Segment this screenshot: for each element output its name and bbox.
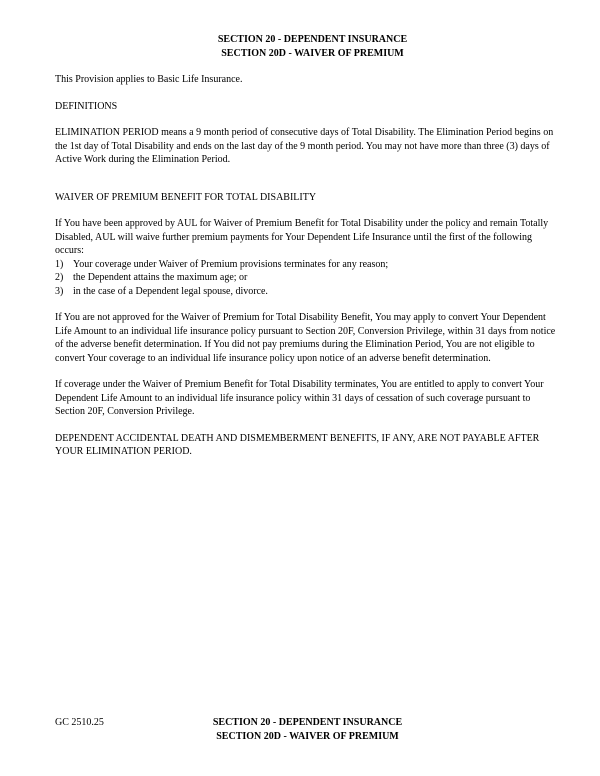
waiver-intro-paragraph: If You have been approved by AUL for Waiver of Premium Benefit for Total Disability under the policy and remain Totally Disabled, AUL will waive further premium payments for Your Dependent Life Insurance until the first of the following occurs: (55, 218, 549, 256)
add-benefits-paragraph: DEPENDENT ACCIDENTAL DEATH AND DISMEMBERMENT BENEFITS, IF ANY, ARE NOT PAYABLE AFTER YOUR ELIMINATION PERIOD. (55, 432, 540, 457)
list-item-text: the Dependent attains the maximum age; or (73, 272, 248, 283)
list-item-number: 2) (55, 272, 64, 283)
page-footer (0, 716, 600, 743)
page-header (65, 33, 560, 60)
termination-conditions-list (55, 258, 560, 299)
waiver-of-premium-heading: WAIVER OF PREMIUM BENEFIT FOR TOTAL DISABILITY (55, 191, 317, 203)
footer-doc-code: GC 2510.25 (55, 717, 104, 728)
list-item-number: 1) (55, 258, 64, 270)
header-section-title: SECTION 20 - DEPENDENT INSURANCE (217, 34, 408, 45)
list-item (55, 271, 560, 285)
provision-note: This Provision applies to Basic Life Insurance. (55, 74, 243, 85)
coverage-terminates-paragraph: If coverage under the Waiver of Premium Benefit for Total Disability terminates, You are entitled to apply to convert Your Dependent Life Amount to an individual life insurance policy within 31 days of cessation of such coverage pursuant to Section 20F, Conversion Privilege. (55, 379, 544, 417)
footer-subsection-title: SECTION 20D - WAIVER OF PREMIUM (216, 730, 399, 742)
list-item-text: Your coverage under Waiver of Premium provisions terminates for any reason; (73, 258, 389, 270)
list-item-text: in the case of a Dependent legal spouse, divorce. (73, 285, 268, 297)
list-item-number: 3) (55, 285, 64, 297)
header-subsection-title: SECTION 20D - WAIVER OF PREMIUM (221, 47, 404, 59)
definitions-heading: DEFINITIONS (55, 100, 118, 112)
list-item (55, 285, 560, 299)
elimination-period-paragraph: ELIMINATION PERIOD means a 9 month period of consecutive days of Total Disability. The Elimination Period begins on the 1st day of Total Disability and ends on the last day of the 9 month period. You may not have more than three (3) days of Active Work during the Elimination Period. (55, 127, 554, 165)
footer-section-title: SECTION 20 - DEPENDENT INSURANCE (212, 717, 403, 728)
list-item (55, 258, 560, 272)
not-approved-paragraph: If You are not approved for the Waiver of Premium for Total Disability Benefit, You may apply to convert Your Dependent Life Amount to an individual life insurance policy pursuant to Section 20F, Conversion Privilege, within 31 days from notice of the adverse benefit determination. If You did not pay premiums during the Elimination Period, You are not eligible to convert Your coverage to an individual life insurance policy upon notice of an adverse benefit determination. (55, 312, 556, 364)
